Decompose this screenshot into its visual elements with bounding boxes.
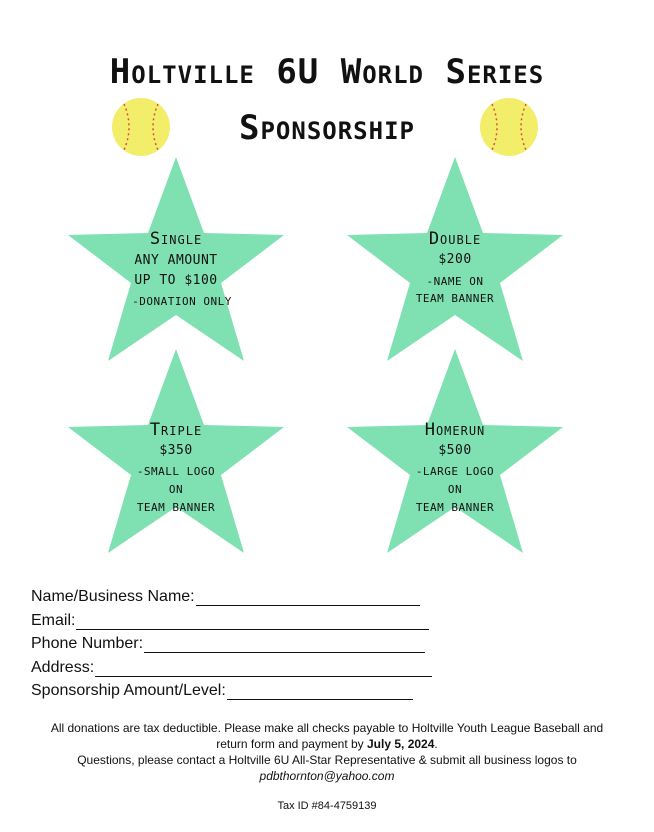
page-subtitle: Sponsorship <box>239 108 415 148</box>
level-line: $350 <box>159 443 193 458</box>
level-name: Triple <box>149 420 203 440</box>
address-label: Address: <box>31 658 95 676</box>
level-name: Double <box>428 229 482 249</box>
level-line: ON <box>168 483 184 496</box>
footer-line-2-end: . <box>434 737 438 751</box>
contact-email[interactable]: pdbthornton@yahoo.com <box>259 769 395 783</box>
tax-id: Tax ID #84-4759139 <box>277 800 377 812</box>
level-line: TEAM BANNER <box>415 292 495 305</box>
sponsorship-level-double <box>345 155 565 365</box>
footer-notes <box>20 720 634 784</box>
level-line: -SMALL LOGO <box>136 465 216 478</box>
level-line: TEAM BANNER <box>415 501 495 514</box>
form-row-phone <box>31 630 432 653</box>
phone-field[interactable] <box>144 638 425 653</box>
footer-line-3: Questions, please contact a Holtville 6U All-Star Representative & submit all business logos to <box>77 753 577 767</box>
level-line: $500 <box>438 443 472 458</box>
footer-line-1: All donations are tax deductible. Please make all checks payable to Holtville Youth League Baseball and <box>50 721 604 735</box>
sponsorship-level-triple <box>66 347 286 557</box>
sponsor-form <box>31 583 432 700</box>
form-row-name <box>31 583 432 606</box>
level-line: ON <box>447 483 463 496</box>
email-field[interactable] <box>76 615 429 630</box>
level-line: -NAME ON <box>426 275 484 288</box>
sponsorship-level-single <box>66 155 286 365</box>
footer-line-2 <box>20 736 634 752</box>
page-title: Holtville 6U World Series <box>109 52 545 92</box>
name-field[interactable] <box>196 591 420 606</box>
footer-line-2-text: return form and payment by <box>216 737 367 751</box>
form-row-amount <box>31 677 432 700</box>
level-line: $200 <box>438 252 472 267</box>
email-label: Email: <box>31 611 76 629</box>
softball-icon-right <box>478 96 540 158</box>
phone-label: Phone Number: <box>31 635 144 653</box>
deadline-date: July 5, 2024 <box>367 737 435 751</box>
amount-field[interactable] <box>227 685 413 700</box>
level-line: -LARGE LOGO <box>415 465 495 478</box>
level-line: -DONATION ONLY <box>132 295 232 308</box>
form-row-address <box>31 653 432 676</box>
amount-label: Sponsorship Amount/Level: <box>31 681 226 699</box>
form-row-email <box>31 606 432 629</box>
level-line: ANY AMOUNT <box>134 253 218 268</box>
name-label: Name/Business Name: <box>31 588 195 606</box>
level-name: Single <box>149 229 203 249</box>
level-line: UP TO $100 <box>134 273 218 288</box>
address-field[interactable] <box>95 662 432 677</box>
softball-icon-left <box>110 96 172 158</box>
level-name: Homerun <box>424 420 486 440</box>
level-line: TEAM BANNER <box>136 501 216 514</box>
sponsorship-level-homerun <box>345 347 565 557</box>
